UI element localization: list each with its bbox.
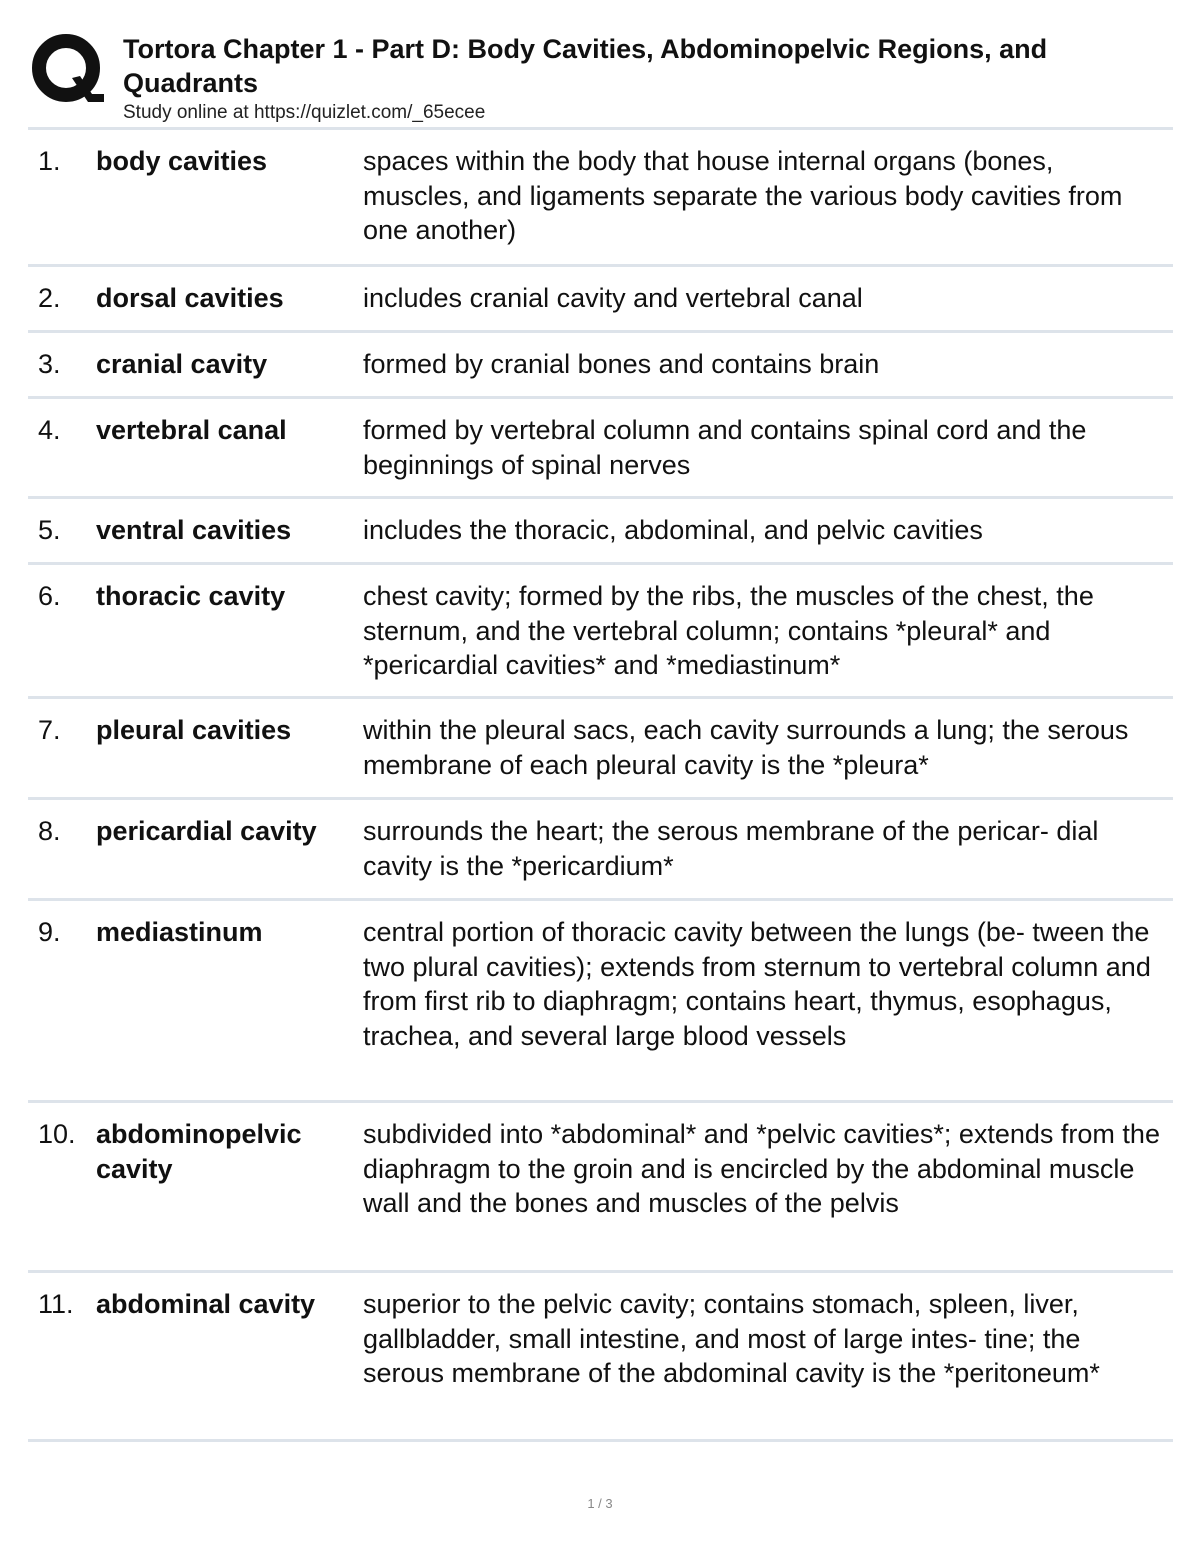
card-number: 3. bbox=[38, 349, 61, 379]
card-term: dorsal cavities bbox=[96, 283, 284, 313]
card-definition: central portion of thoracic cavity between the lungs (be- tween the two plural cavities); extends from sternum to vertebral column and from first rib to diaphragm; contains heart, thymus, esophagus, trachea, and several large blood vessels bbox=[363, 917, 1151, 1051]
card-definition: formed by vertebral column and contains spinal cord and the beginnings of spinal nerves bbox=[363, 415, 1087, 480]
card-definition: superior to the pelvic cavity; contains stomach, spleen, liver, gallbladder, small intestine, and most of large intes- tine; the serous membrane of the abdominal cavity is the *peritoneum* bbox=[363, 1289, 1100, 1388]
card-number: 1. bbox=[38, 146, 61, 176]
card-row bbox=[28, 333, 1173, 399]
card-term: pleural cavities bbox=[96, 715, 292, 745]
card-number: 2. bbox=[38, 283, 61, 313]
card-row bbox=[28, 399, 1173, 499]
card-number: 6. bbox=[38, 581, 61, 611]
card-row bbox=[28, 901, 1173, 1103]
card-term: abdominal cavity bbox=[96, 1289, 316, 1319]
card-row bbox=[28, 130, 1173, 267]
card-term: pericardial cavity bbox=[96, 816, 317, 846]
card-term: thoracic cavity bbox=[96, 581, 286, 611]
page-number: 1 / 3 bbox=[587, 1496, 613, 1511]
card-definition: chest cavity; formed by the ribs, the muscles of the chest, the sternum, and the vertebral column; contains *pleural* and *pericardial cavities* and *mediastinum* bbox=[363, 581, 1094, 680]
card-number: 5. bbox=[38, 515, 61, 545]
card-definition: includes the thoracic, abdominal, and pelvic cavities bbox=[363, 515, 983, 545]
card-term: mediastinum bbox=[96, 917, 263, 947]
card-row bbox=[28, 267, 1173, 333]
card-number: 7. bbox=[38, 715, 61, 745]
page-title: Tortora Chapter 1 - Part D: Body Cavities, Abdominopelvic Regions, and Quadrants bbox=[123, 34, 1048, 98]
card-row bbox=[28, 800, 1173, 901]
card-number: 9. bbox=[38, 917, 61, 947]
card-row bbox=[28, 1103, 1173, 1273]
study-online-link[interactable]: Study online at https://quizlet.com/_65ecee bbox=[123, 102, 486, 123]
card-term: abdominopelvic cavity bbox=[96, 1119, 302, 1184]
card-number: 11. bbox=[38, 1289, 74, 1319]
card-term: ventral cavities bbox=[96, 515, 292, 545]
flashcard-table bbox=[28, 127, 1173, 1442]
card-term: cranial cavity bbox=[96, 349, 268, 379]
card-number: 8. bbox=[38, 816, 61, 846]
card-definition: formed by cranial bones and contains brain bbox=[363, 349, 880, 379]
card-term: vertebral canal bbox=[96, 415, 287, 445]
card-row bbox=[28, 1273, 1173, 1442]
card-definition: spaces within the body that house internal organs (bones, muscles, and ligaments separate the various body cavities from one another) bbox=[363, 146, 1123, 245]
card-number: 4. bbox=[38, 415, 61, 445]
card-definition: subdivided into *abdominal* and *pelvic cavities*; extends from the diaphragm to the groin and is encircled by the abdominal muscle wall and the bones and muscles of the pelvis bbox=[363, 1119, 1160, 1218]
card-definition: surrounds the heart; the serous membrane of the pericar- dial cavity is the *pericardium* bbox=[363, 816, 1099, 881]
card-definition: within the pleural sacs, each cavity surrounds a lung; the serous membrane of each pleural cavity is the *pleura* bbox=[363, 715, 1129, 780]
card-term: body cavities bbox=[96, 146, 268, 176]
card-row bbox=[28, 699, 1173, 800]
quizlet-q-logo-icon bbox=[30, 32, 106, 108]
card-row bbox=[28, 499, 1173, 565]
card-definition: includes cranial cavity and vertebral canal bbox=[363, 283, 863, 313]
page-header bbox=[30, 30, 1180, 126]
card-number: 10. bbox=[38, 1119, 76, 1149]
card-row bbox=[28, 565, 1173, 699]
